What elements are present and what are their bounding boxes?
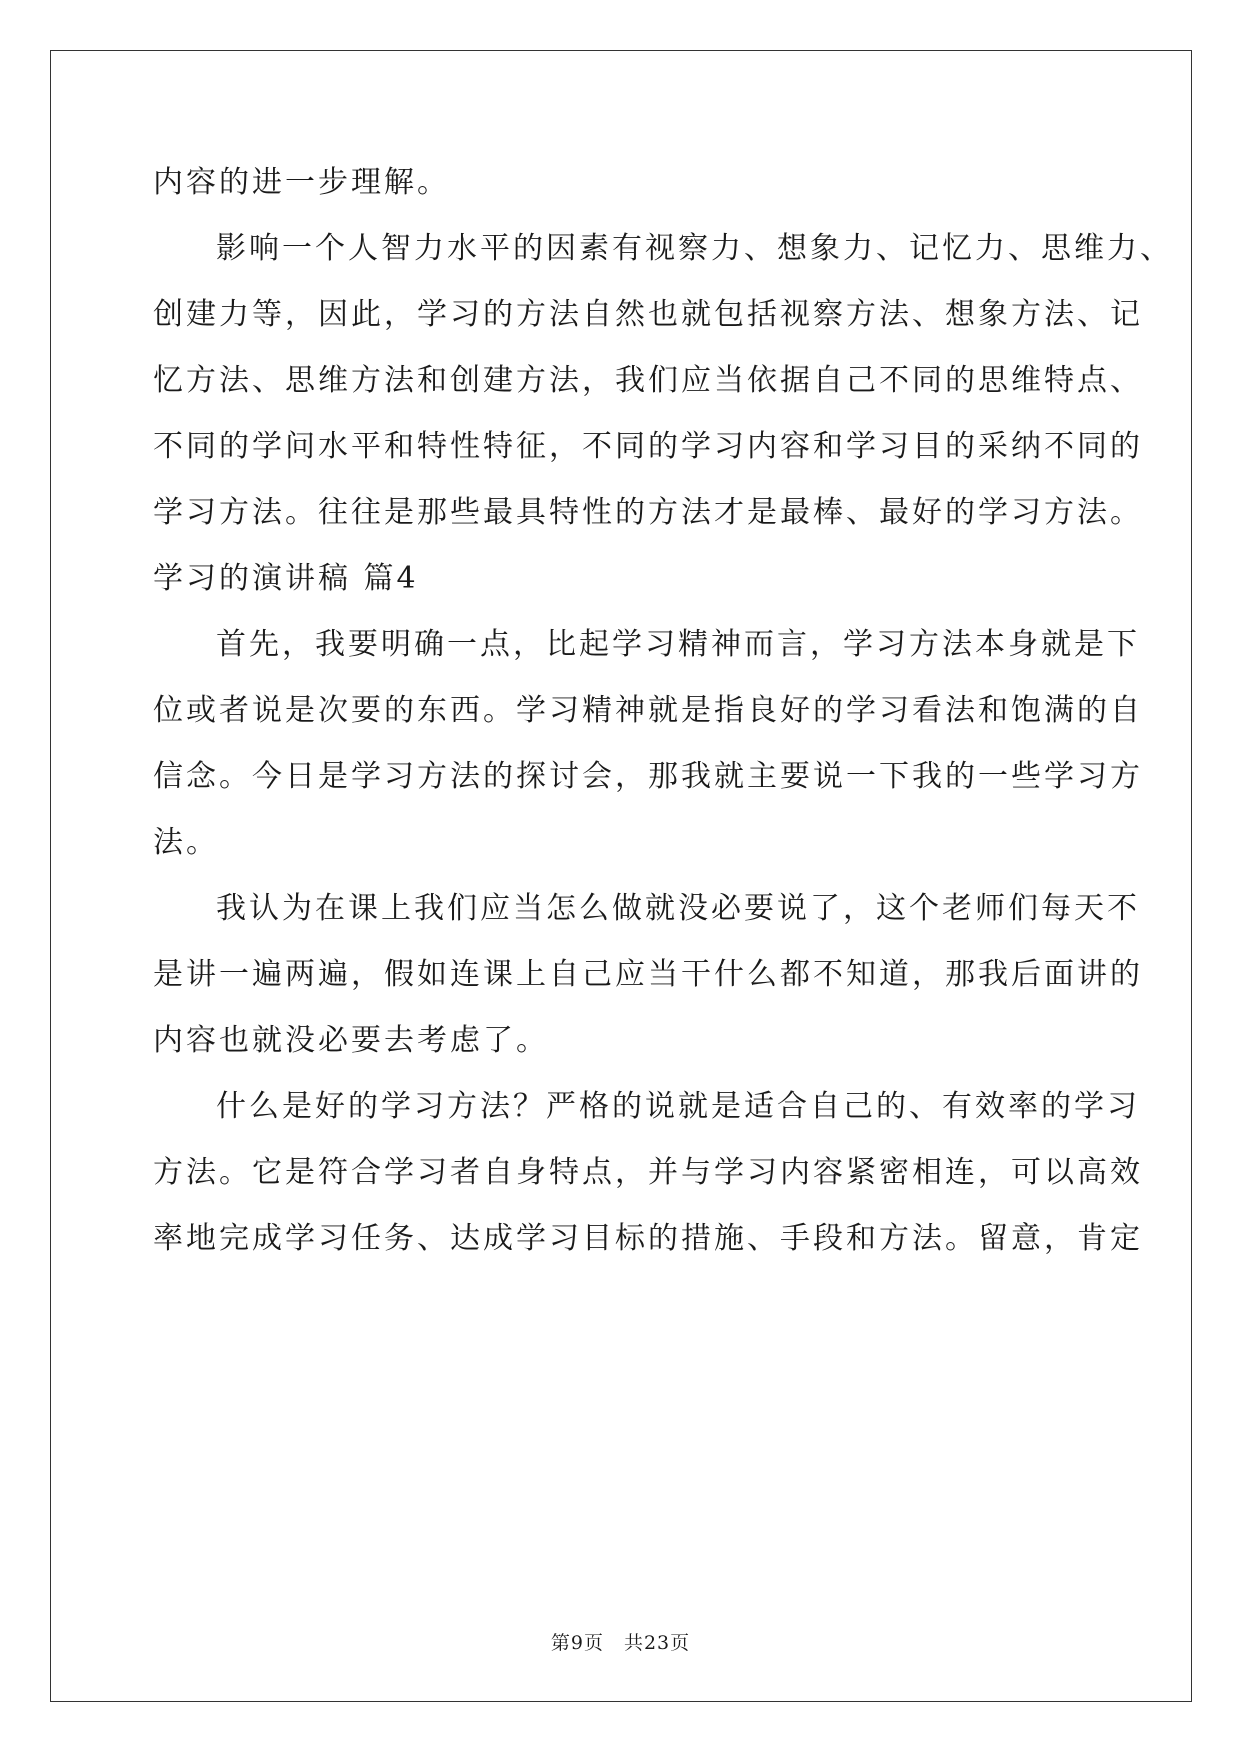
text-line: 内容也就没必要去考虑了。 bbox=[153, 1023, 549, 1058]
text-line: 学习方法。往往是那些最具特性的方法才是最棒、最好的学习方法。 bbox=[153, 495, 1143, 530]
text-line: 位或者说是次要的东西。学习精神就是指良好的学习看法和饱满的自 bbox=[153, 693, 1143, 728]
page-number: 第9页 bbox=[550, 1632, 604, 1654]
page-footer bbox=[0, 1628, 1241, 1655]
text-line: 法。 bbox=[153, 825, 219, 860]
text-line: 是讲一遍两遍，假如连课上自己应当干什么都不知道，那我后面讲的 bbox=[153, 957, 1143, 992]
text-line: 创建力等，因此，学习的方法自然也就包括视察方法、想象方法、记 bbox=[153, 297, 1143, 332]
total-pages: 共23页 bbox=[623, 1632, 691, 1654]
text-line: 不同的学问水平和特性特征，不同的学习内容和学习目的采纳不同的 bbox=[153, 429, 1143, 464]
text-line: 内容的进一步理解。 bbox=[153, 165, 450, 200]
text-line: 方法。它是符合学习者自身特点，并与学习内容紧密相连，可以高效 bbox=[153, 1155, 1143, 1190]
paragraph-start: 影响一个人智力水平的因素有视察力、想象力、记忆力、思维力、 bbox=[216, 231, 1173, 266]
text-line: 率地完成学习任务、达成学习目标的措施、手段和方法。留意，肯定 bbox=[153, 1221, 1143, 1256]
paragraph-start: 首先，我要明确一点，比起学习精神而言，学习方法本身就是下 bbox=[216, 627, 1140, 662]
paragraph-start: 什么是好的学习方法？严格的说就是适合自己的、有效率的学习 bbox=[216, 1089, 1140, 1124]
paragraph-start: 我认为在课上我们应当怎么做就没必要说了，这个老师们每天不 bbox=[216, 891, 1140, 926]
section-heading: 学习的演讲稿 篇4 bbox=[153, 561, 419, 596]
document-body bbox=[153, 150, 1173, 1272]
text-line: 信念。今日是学习方法的探讨会，那我就主要说一下我的一些学习方 bbox=[153, 759, 1143, 794]
text-line: 忆方法、思维方法和创建方法，我们应当依据自己不同的思维特点、 bbox=[153, 363, 1143, 398]
